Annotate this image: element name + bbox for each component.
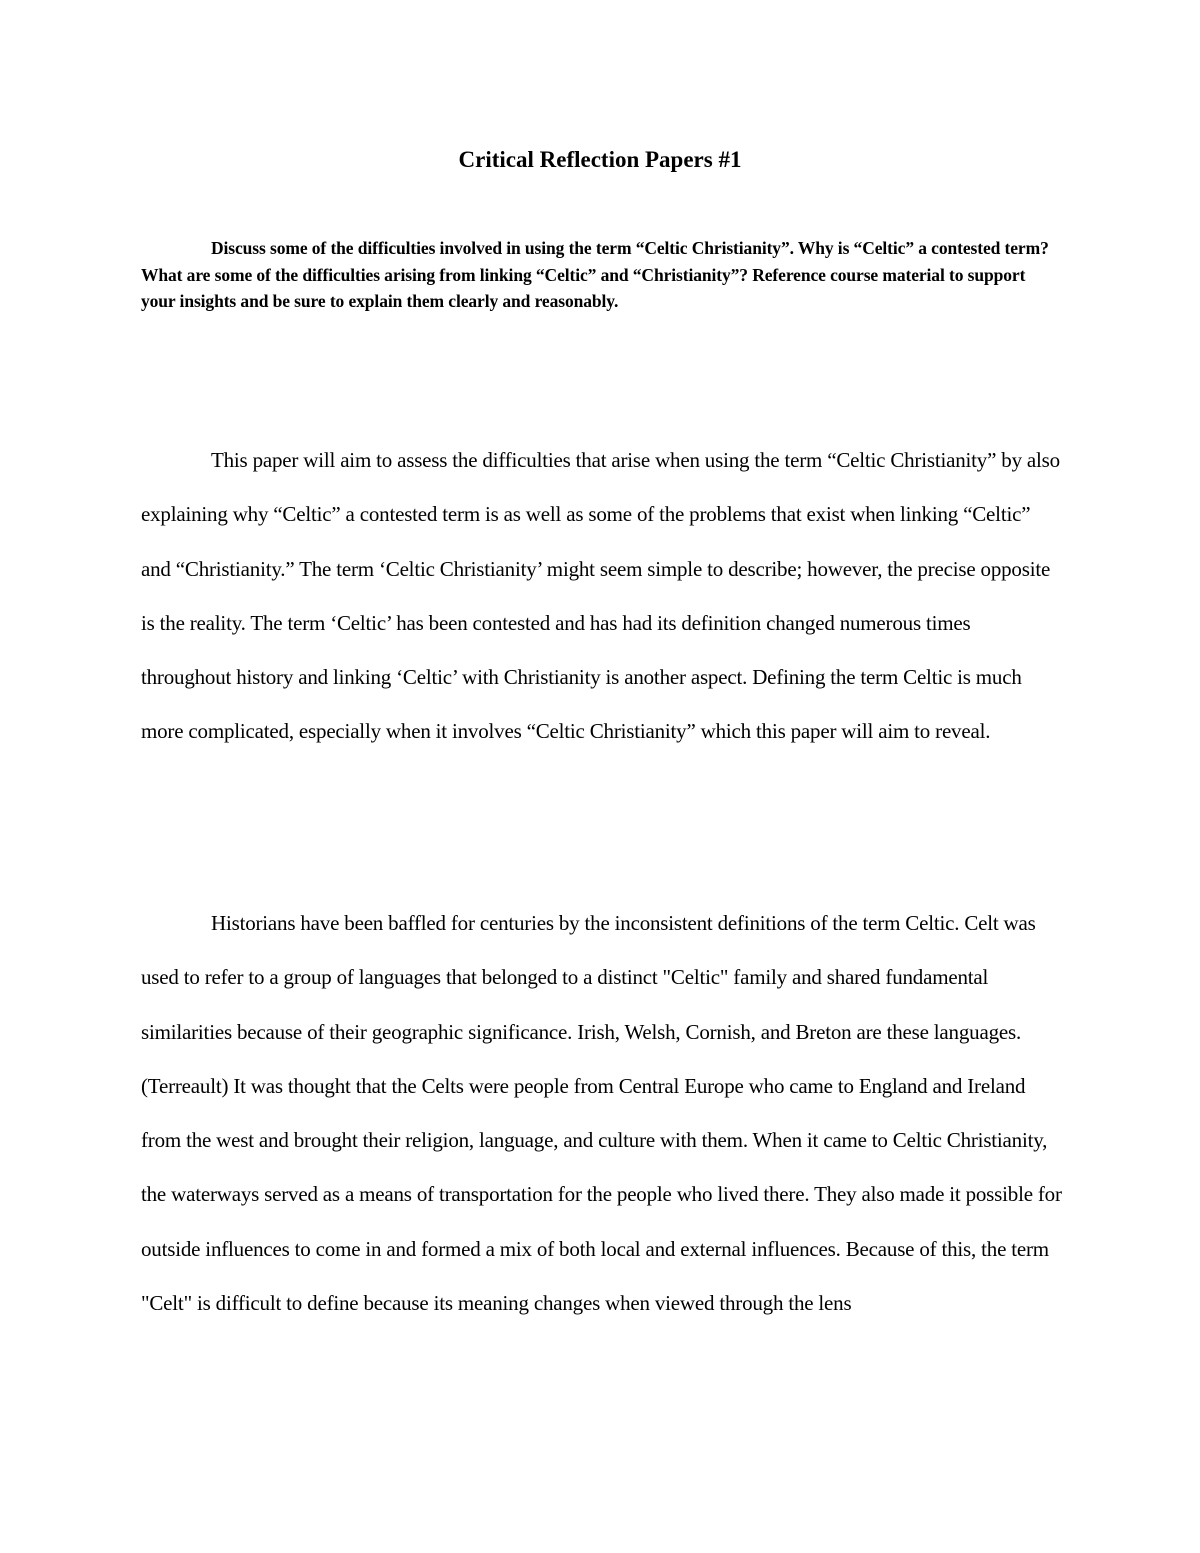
body-paragraph-1: This paper will aim to assess the difficulties that arise when using the term “Celtic Christianity” by also explaining why “Celtic” a contested term is as well as some of the problems that exist when linking “Celtic” and “Christianity.” The term ‘Celtic Christianity’ might seem simple to describe; however, the precise opposite is the reality. The term ‘Celtic’ has been contested and has had its definition changed numerous times throughout history and linking ‘Celtic’ with Christianity is another aspect. Defining the term Celtic is much more complicated, especially when it involves “Celtic Christianity” which this paper will aim to reveal. — [141, 448, 1060, 744]
body-paragraph-2: Historians have been baffled for centuries by the inconsistent definitions of the term Celtic. Celt was used to refer to a group of languages that belonged to a distinct "Celtic" family and shared fundamental similarities because of their geographic significance. Irish, Welsh, Cornish, and Breton are these languages. (Terreault) It was thought that the Celts were people from Central Europe who came to England and Ireland from the west and brought their religion, language, and culture with them. When it came to Celtic Christianity, the waterways served as a means of transportation for the people who lived there. They also made it possible for outside influences to come in and formed a mix of both local and external influences. Because of this, the term "Celt" is difficult to define because its meaning changes when viewed through the lens — [141, 911, 1062, 1316]
page-title: Critical Reflection Papers #1 — [458, 147, 742, 172]
assignment-prompt: Discuss some of the difficulties involved in using the term “Celtic Christianity”. Why is “Celtic” a contested term? What are some of the difficulties arising from linking “Celtic” and “Christianity”? Reference course material to support your insights and be sure to explain them clearly and reasonably. — [141, 238, 1049, 311]
